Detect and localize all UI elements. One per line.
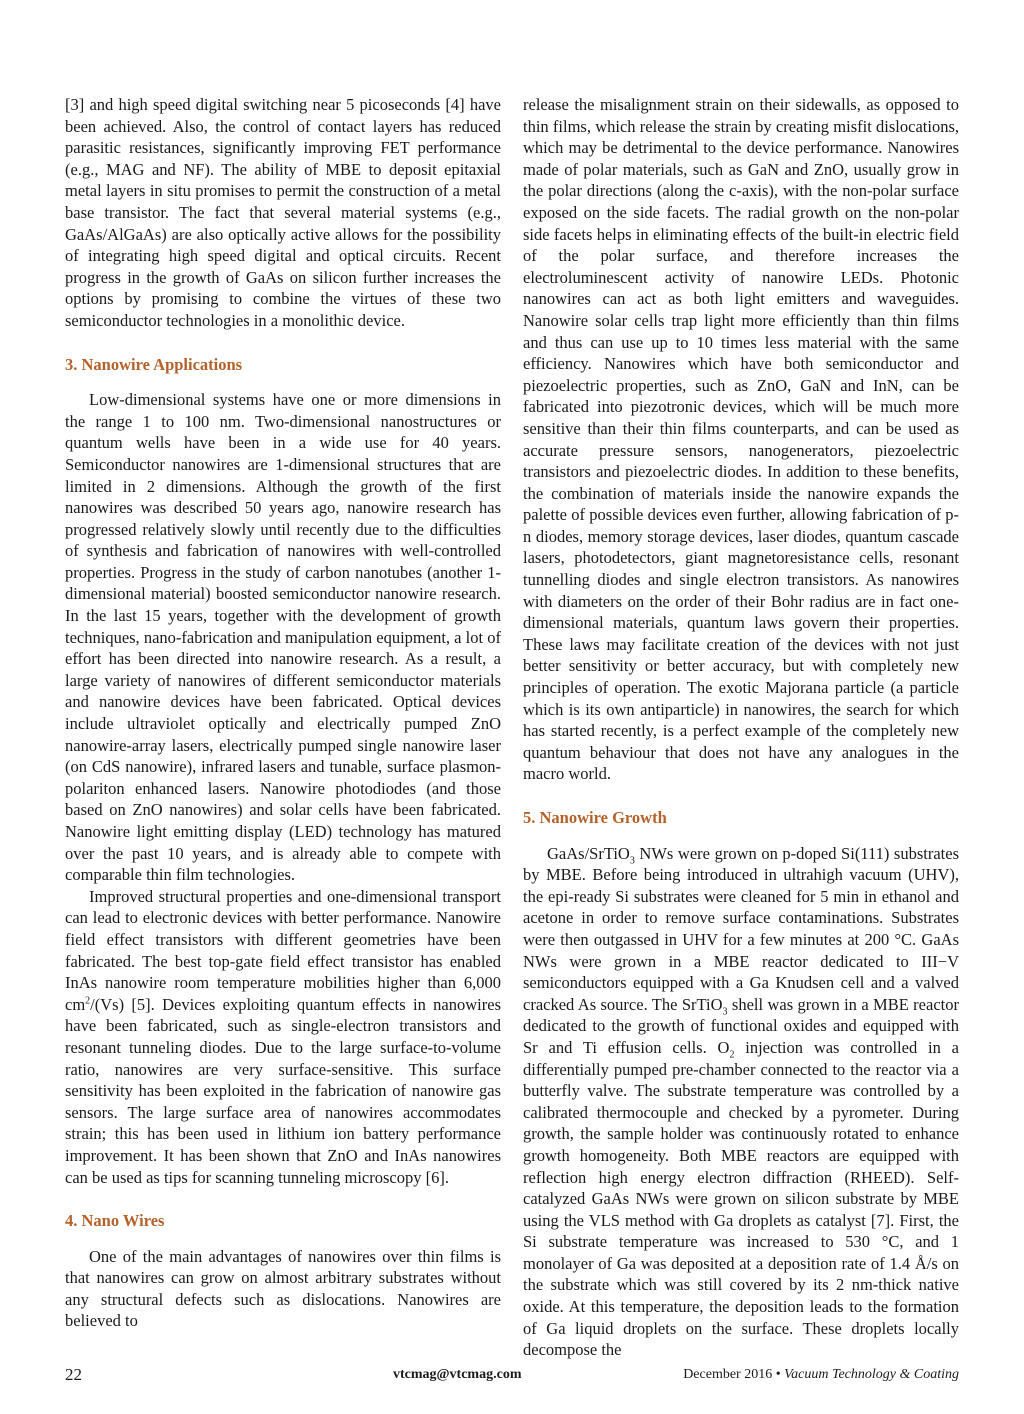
- issue-date: December 2016: [683, 1367, 773, 1382]
- section-5-heading: 5. Nanowire Growth: [523, 808, 667, 827]
- issue-info: [683, 1367, 959, 1383]
- magazine-title: Vacuum Technology & Coating: [784, 1367, 959, 1382]
- section-3-paragraph-1: Low-dimensional systems have one or more dimensions in the range 1 to 100 nm. Two-dimensional nanostructures or quantum wells have been in a wide use for 40 years. Semiconductor nanowires are 1-dimensional structures that are limited in 2 dimensions. Although the growth of the first nanowires was described 50 years ago, nanowire research has progressed relatively slowly until recently due to the difficulties of synthesis and fabrication of nanowires with well-controlled properties. Progress in the study of carbon nanotubes (another 1-dimensional material) boosted semiconductor nanowire research. In the last 15 years, together with the development of growth techniques, nano-fabrication and manipulation equipment, a lot of effort has been directed into nanowire research. As a result, a large variety of nanowires of different semiconductor materials and nanowire devices have been fabricated. Optical devices include ultraviolet optically and electrically pumped ZnO nanowire-array lasers, electrically pumped single nanowire laser (on CdS nanowire), infrared lasers and tunable, surface plasmon-polariton enhanced lasers. Nanowire photodiodes (and those based on ZnO nanowires) and solar cells have been fabricated. Nanowire light emitting display (LED) technology has matured over the past 10 years, and is already able to compete with comparable thin film technologies.: [65, 390, 501, 885]
- section-3-paragraph-2-text-a: Improved structural properties and one-dimensional transport can lead to electronic devices with better performance. Nanowire field effect transistors with different geometries have been fabricated. The best top-gate field effect transistor has enabled InAs nanowire room temperature mobilities higher than 6,000 cm: [65, 886, 501, 1014]
- section-3-paragraph-2-text-b: /(Vs) [5]. Devices exploiting quantum effects in nanowires have been fabricated, such as single-electron transistors and resonant tunneling diodes. Due to the large surface-to-volume ratio, nanowires are very surface-sensitive. This surface sensitivity has been exploited in the fabrication of nanowire gas sensors. The large surface area of nanowires accommodates strain; this has been used in lithium ion battery performance improvement. It has been shown that ZnO and InAs nanowires can be used as tips for scanning tunneling microscopy [6].: [65, 994, 501, 1187]
- bullet-separator: •: [775, 1367, 781, 1382]
- section-4-heading: 4. Nano Wires: [65, 1211, 165, 1231]
- section-5-text-d: injection was controlled in a differentially pumped pre-chamber connected to the reactor via a butterfly valve. The substrate temperature was controlled by a calibrated thermocouple and checked by a pyrometer. During growth, the sample holder was continuously rotated to enhance growth homogeneity. Both MBE reactors are equipped with reflection high energy electron diffraction (RHEED). Self-catalyzed GaAs NWs were grown on silicon substrate by MBE using the VLS method with Ga droplets as catalyst [7]. First, the Si substrate temperature was increased to 530 °C, and 1 monolayer of Ga was deposited at a deposition rate of 1.4 Å/s on the substrate which was still covered by its 2 nm-thick native oxide. At this temperature, the deposition leads to the formation of Ga liquid droplets on the surface. These droplets locally decompose the: [523, 1037, 959, 1360]
- section-3-heading: 3. Nanowire Applications: [65, 354, 243, 374]
- right-column: [523, 94, 959, 1361]
- page-footer: [65, 1365, 959, 1389]
- section-5-text-b: NWs were grown on p-doped Si(111) substrates by MBE. Before being introduced in ultrahigh vacuum (UHV), the epi-ready Si substrates were cleaned for 5 min in ethanol and acetone in order to remove surface contaminations. Substrates were then outgassed in UHV for a few minutes at 200 °C. GaAs NWs were grown in a MBE reactor dedicated to III−V semiconductors equipped with a Ga Knudsen cell and a valved cracked As source. The SrTiO: [523, 843, 959, 1014]
- section-3-paragraph-2: [65, 886, 501, 1188]
- page-number: 22: [65, 1365, 82, 1384]
- section-5-text-c: shell was grown in a MBE reactor dedicated to the growth of functional oxides and equipped with Sr and Ti effusion cells. O: [523, 994, 959, 1057]
- superscript-2: 2: [85, 995, 91, 1007]
- left-column: [65, 94, 501, 1332]
- section-4-paragraph-continued: release the misalignment strain on their sidewalls, as opposed to thin films, which release the strain by creating misfit dislocations, which may be detrimental to the device performance. Nanowires made of polar materials, such as GaN and ZnO, usually grow in the polar directions (along the c-axis), with the non-polar surface exposed on the side facets. The radial growth on the non-polar side facets helps in eliminating effects of the built-in electric field of the polar surface, and therefore increases the electroluminescent activity of nanowire LEDs. Photonic nanowires can act as both light emitters and waveguides. Nanowire solar cells trap light more efficiently than thin films and thus can use up to 10 times less material with the same efficiency. Nanowires which have both semiconductor and piezoelectric properties, such as ZnO, GaN and InN, can be fabricated into piezotronic devices, which will be much more sensitive than their thin films counterparts, and can be used as accurate pressure sensors, nanogenerators, piezoelectric transistors and piezoelectric diodes. In addition to these benefits, the combination of materials inside the nanowire expands the palette of possible devices even further, allowing fabrication of p-n diodes, memory storage devices, laser diodes, quantum cascade lasers, photodetectors, giant magnetoresistance cells, resonant tunnelling diodes and single electron transistors. As nanowires with diameters on the order of their Bohr radius are in fact one-dimensional materials, quantum laws govern their properties. These laws may facilitate creation of the devices with not just better sensitivity or better accuracy, but with completely new principles of operation. The exotic Majorana particle (a particle which is its own antiparticle) in nanowires, the search for which has started recently, is a perfect example of the completely new quantum behaviour that does not have any analogues in the macro world.: [523, 95, 959, 784]
- subscript-3: 3: [629, 854, 635, 866]
- intro-paragraph: [3] and high speed digital switching near 5 picoseconds [4] have been achieved. Also, the control of contact layers has reduced parasitic resistances, significantly improving FET performance (e.g., MAG and NF). The ability of MBE to deposit epitaxial metal layers in situ promises to permit the construction of a metal base transistor. The fact that several material systems (e.g., GaAs/AlGaAs) are also optically active allows for the possibility of integrating high speed digital and optical circuits. Recent progress in the growth of GaAs on silicon further increases the options by promising to combine the virtues of these two semiconductor technologies in a monolithic device.: [65, 95, 501, 330]
- subscript-2: 2: [729, 1049, 735, 1061]
- subscript-3: 3: [722, 1006, 728, 1018]
- section-5-paragraph: [523, 843, 959, 1361]
- footer-email-link[interactable]: vtcmag@vtcmag.com: [393, 1367, 522, 1382]
- section-4-paragraph-1: One of the main advantages of nanowires over thin films is that nanowires can grow on almost arbitrary substrates without any structural defects such as dislocations. Nanowires are believed to: [65, 1246, 501, 1331]
- section-5-text-a: GaAs/SrTiO: [547, 843, 630, 863]
